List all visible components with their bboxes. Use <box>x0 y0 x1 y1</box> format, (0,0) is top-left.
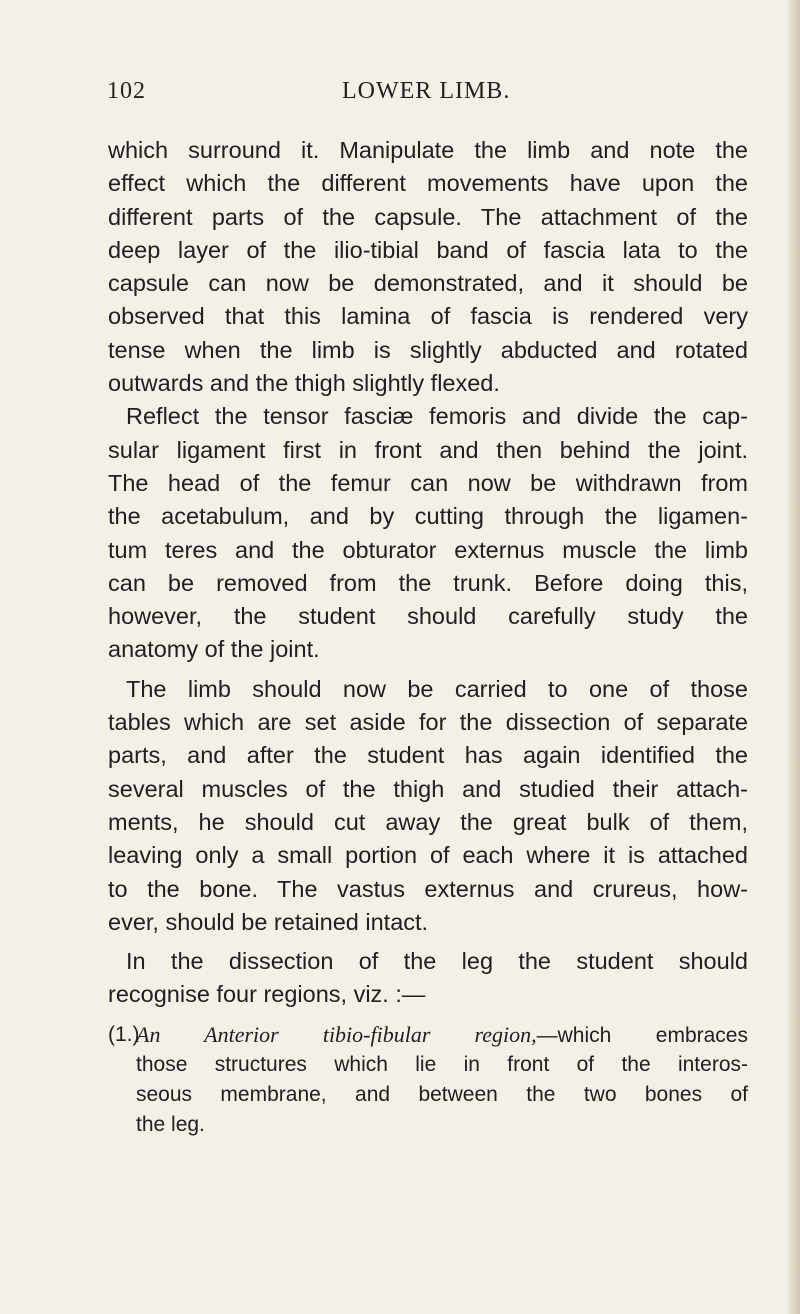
page-edge-shadow <box>786 0 800 1314</box>
text-line: which surround it. Manipulate the limb and note the <box>108 137 748 163</box>
text-line: those structures which lie in front of the interos- <box>136 1052 748 1076</box>
text-line: The limb should now be carried to one of those <box>126 675 748 702</box>
text-line: The head of the femur can now be withdrawn from <box>108 469 748 496</box>
text-line: parts, and after the student has again identified the <box>108 742 748 769</box>
text-line: the leg. <box>136 1112 205 1136</box>
paragraph-3 <box>108 673 748 939</box>
text-line: ever, should be retained intact. <box>108 908 429 935</box>
paragraph-4 <box>108 945 748 1012</box>
text-line: anatomy of the joint. <box>108 636 320 663</box>
body-text <box>108 134 748 1140</box>
text-line: Reflect the tensor fasciæ femoris and divide the cap- <box>126 403 748 430</box>
text-line: can be removed from the trunk. Before doing this, <box>108 569 748 596</box>
text-line: observed that this lamina of fascia is rendered very <box>108 303 748 330</box>
text-line: however, the student should carefully study the <box>108 603 748 630</box>
text-line: effect which the different movements have upon the <box>108 170 748 197</box>
paragraph-2 <box>108 400 748 666</box>
text-line: tum teres and the obturator externus muscle the limb <box>108 536 748 563</box>
text-line: In the dissection of the leg the student should <box>126 948 748 975</box>
text-line: several muscles of the thigh and studied their attach- <box>108 775 748 802</box>
text-line: different parts of the capsule. The attachment of the <box>108 203 748 230</box>
list-first-line-rest: —which embraces <box>536 1023 748 1047</box>
page-number: 102 <box>107 78 146 104</box>
text-line: to the bone. The vastus externus and crureus, how- <box>108 875 748 902</box>
list-first-line <box>136 1020 748 1050</box>
text-line: leaving only a small portion of each where it is attached <box>108 842 748 869</box>
text-line: ments, he should cut away the great bulk of them, <box>108 808 748 835</box>
text-line: the acetabulum, and by cutting through the ligamen- <box>108 503 748 530</box>
list-number: (1.) <box>108 1022 140 1046</box>
list-item-title: An Anterior tibio-fibular region, <box>136 1021 537 1047</box>
page-header <box>0 78 800 114</box>
text-line: deep layer of the ilio-tibial band of fascia lata to the <box>108 236 748 263</box>
list-item <box>108 1020 748 1140</box>
text-line: recognise four regions, viz. :— <box>108 981 426 1008</box>
paragraph-1 <box>108 134 748 400</box>
text-line: tense when the limb is slightly abducted and rotated <box>108 336 748 363</box>
text-line: seous membrane, and between the two bones of <box>136 1082 748 1106</box>
text-line: outwards and the thigh slightly flexed. <box>108 370 500 397</box>
running-title: LOWER LIMB. <box>342 78 511 104</box>
text-line: capsule can now be demonstrated, and it should be <box>108 270 748 297</box>
text-line: tables which are set aside for the dissection of separate <box>108 709 748 736</box>
text-line: sular ligament first in front and then behind the joint. <box>108 436 748 463</box>
